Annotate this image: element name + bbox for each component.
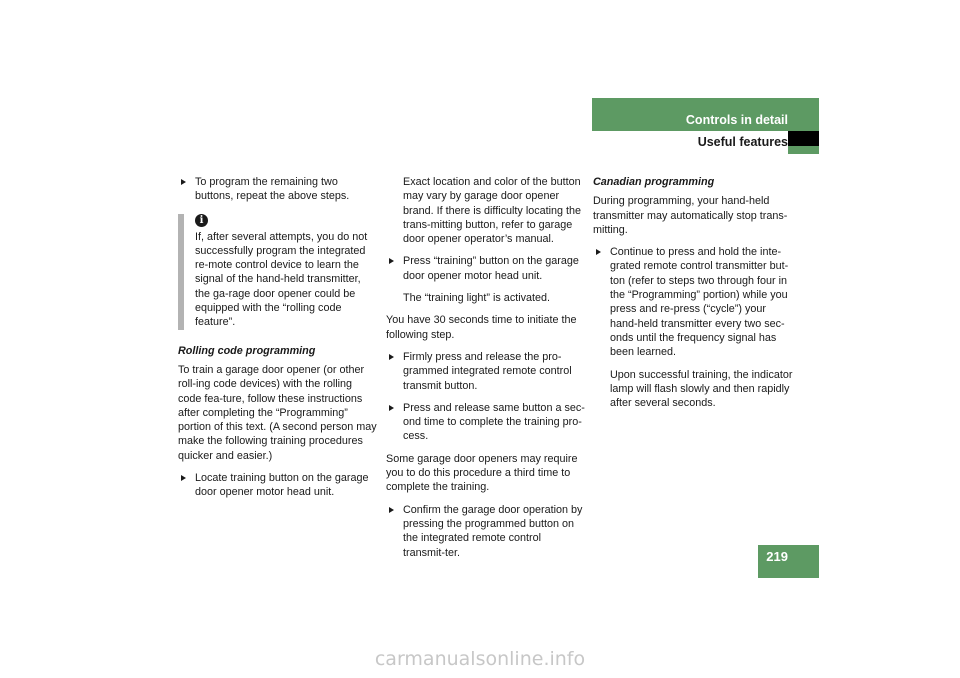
- header-title: Controls in detail: [685, 113, 788, 127]
- step-text: Continue to press and hold the inte-grated remote control transmitter but-ton (refer to steps two through four in the “Programming” portion) while you press and re-press (“cycle”) your hand-held transmitter every two sec-onds until the frequency signal has been learned.: [610, 246, 789, 359]
- paragraph: You have 30 seconds time to initiate the following step.: [386, 314, 577, 341]
- heading-canadian: Canadian programming: [593, 176, 715, 188]
- paragraph-intro: To train a garage door opener (or other roll-ing code devices) with the rolling code fea-ture, follow these instructions after completing the “Programming” portion of this text. (A second person may make the following training procedures quicker and easier.): [178, 363, 377, 462]
- step-text: To program the remaining two buttons, repeat the above steps.: [195, 176, 350, 203]
- bullet-arrow-icon: [389, 258, 394, 264]
- heading-rolling-code: Rolling code programming: [178, 344, 316, 357]
- watermark: carmanualsonline.info: [374, 648, 586, 670]
- step-text: Press and release same button a sec-ond time to complete the training pro-cess.: [403, 401, 585, 443]
- column-1: [178, 175, 378, 508]
- bullet-step: [593, 245, 793, 359]
- bullet-step: [386, 503, 586, 560]
- column-3: [593, 175, 793, 418]
- bullet-arrow-icon: [389, 354, 394, 360]
- header-black-tab: [788, 131, 819, 146]
- step-text: Press “training” button on the garage door opener motor head unit.: [403, 255, 579, 282]
- bullet-step: [386, 350, 586, 393]
- indented-paragraph: Upon successful training, the indicator lamp will flash slowly and then rapidly after several seconds.: [610, 368, 793, 410]
- note-bar: [178, 214, 184, 330]
- info-note: [178, 214, 378, 330]
- bullet-arrow-icon: [596, 249, 601, 255]
- page-number-box: [758, 545, 819, 578]
- step-text: Locate training button on the garage door opener motor head unit.: [195, 472, 369, 499]
- bullet-arrow-icon: [181, 179, 186, 185]
- header-subtitle: Useful features: [697, 135, 788, 149]
- step-text: Firmly press and release the pro-grammed integrated remote control transmit button.: [403, 350, 572, 392]
- bullet-step: [386, 401, 586, 444]
- step-text: Confirm the garage door operation by pressing the programmed button on the integrated remote control transmit-ter.: [403, 503, 583, 559]
- bullet-arrow-icon: [389, 405, 394, 411]
- paragraph: Some garage door openers may require you to do this procedure a third time to complete the training.: [386, 452, 578, 494]
- section-header: [592, 98, 819, 154]
- bullet-step: [178, 175, 378, 204]
- indented-paragraph: Exact location and color of the button may vary by garage door opener brand. If there is difficulty locating the trans-mitting button, refer to garage door opener operator’s manual.: [403, 176, 582, 246]
- page-number: 219: [766, 549, 788, 564]
- bullet-step: [178, 471, 378, 500]
- info-icon: i: [195, 214, 208, 227]
- column-2: [386, 175, 586, 568]
- indented-paragraph: The “training light” is activated.: [403, 292, 551, 305]
- paragraph-intro: During programming, your hand-held transmitter may automatically stop trans-mitting.: [593, 195, 788, 236]
- bullet-arrow-icon: [181, 475, 186, 481]
- note-text: If, after several attempts, you do not successfully program the integrated re-mote control device to learn the signal of the hand-held transmitter, the ga-rage door opener could be equipped with the “rolling code feature”.: [195, 230, 368, 329]
- bullet-step: [386, 254, 586, 283]
- bullet-arrow-icon: [389, 507, 394, 513]
